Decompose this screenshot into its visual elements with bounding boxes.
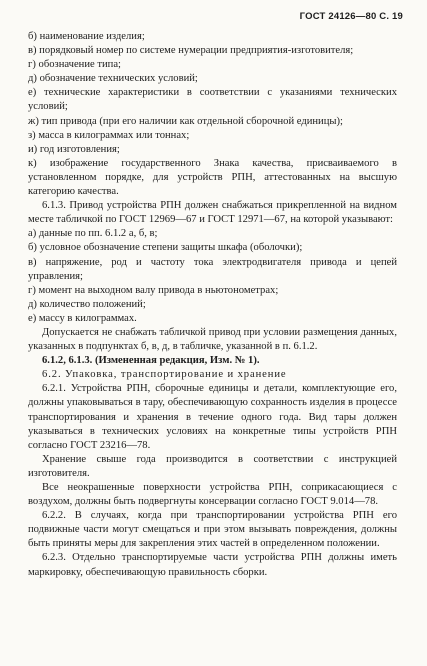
- document-body: [28, 30, 397, 580]
- item-v-serial: в) порядковый номер по системе нумерации предприятия-изготовителя;: [28, 45, 354, 57]
- sub-d-positions: д) количество положений;: [28, 298, 146, 310]
- clause-6-2-1: 6.2.1. Устройства РПН, сборочные единицы и детали, комплектующие его, должны упаковываться в тару, обеспечивающую сохранность изделия в процессе транспортирования и хранения в течение одного года. Вид тары должен указываться в технических условиях на конкретные типы устройств РПН согласно ГОСТ 23216—78.: [28, 383, 397, 451]
- item-e-characteristics: е) технические характеристики в соответствии с указаниями технических условий;: [28, 87, 397, 113]
- item-z-mass: з) масса в килограммах или тоннах;: [28, 129, 190, 141]
- item-g-type: г) обозначение типа;: [28, 59, 121, 71]
- conservation-note: Все неокрашенные поверхности устройства РПН, соприкасающиеся с воздухом, должны быть подвергнуты консервации согласно ГОСТ 9.014—78.: [28, 482, 397, 508]
- clause-6-2-2: 6.2.2. В случаях, когда при транспортировании устройства РПН его подвижные части могут смещаться и при этом вызывать повреждения, должны быть приняты меры для закрепления этих частей в определенном положении.: [28, 510, 397, 550]
- item-b-name: б) наименование изделия;: [28, 31, 145, 42]
- clause-6-2-3: 6.2.3. Отдельно транспортируемые части устройства РПН должны иметь маркировку, обеспечивающую правильность сборки.: [28, 552, 397, 578]
- item-k-quality-mark: к) изображение государственного Знака качества, присваиваемого в установленном порядке, для устройств РПН, аттестованных на высшую категорию качества.: [28, 157, 397, 198]
- sub-e-mass: е) массу в килограммах.: [28, 312, 137, 324]
- item-i-year: и) год изготовления;: [28, 143, 120, 155]
- sub-a-data: а) данные по пп. 6.1.2 а, б, в;: [28, 228, 158, 240]
- sub-b-protection: б) условное обозначение степени защиты шкафа (оболочки);: [28, 242, 303, 254]
- amendment-note: 6.1.2, 6.1.3. (Измененная редакция, Изм. № 1).: [42, 355, 260, 367]
- sub-v-voltage: в) напряжение, род и частоту тока электродвигателя привода и цепей управления;: [28, 256, 397, 282]
- page-header: ГОСТ 24126—80 С. 19: [299, 11, 403, 22]
- section-6-2-heading: 6.2. Упаковка, транспортирование и хранение: [42, 369, 287, 381]
- sub-g-torque: г) момент на выходном валу привода в ньютонометрах;: [28, 284, 279, 296]
- permission-note: Допускается не снабжать табличкой привод при условии размещения данных, указанных в подпунктах б, в, д, в табличке, указанной в п. 6.1.2.: [28, 326, 397, 353]
- storage-note: Хранение свыше года производится в соответствии с инструкцией изготовителя.: [28, 453, 397, 479]
- clause-6-1-3: 6.1.3. Привод устройства РПН должен снабжаться прикрепленной на видном месте табличкой по ГОСТ 12969—67 и ГОСТ 12971—67, на которой указывают:: [28, 200, 397, 226]
- item-d-spec: д) обозначение технических условий;: [28, 73, 198, 85]
- item-zh-drive: ж) тип привода (при его наличии как отдельной сборочной единицы);: [28, 115, 343, 127]
